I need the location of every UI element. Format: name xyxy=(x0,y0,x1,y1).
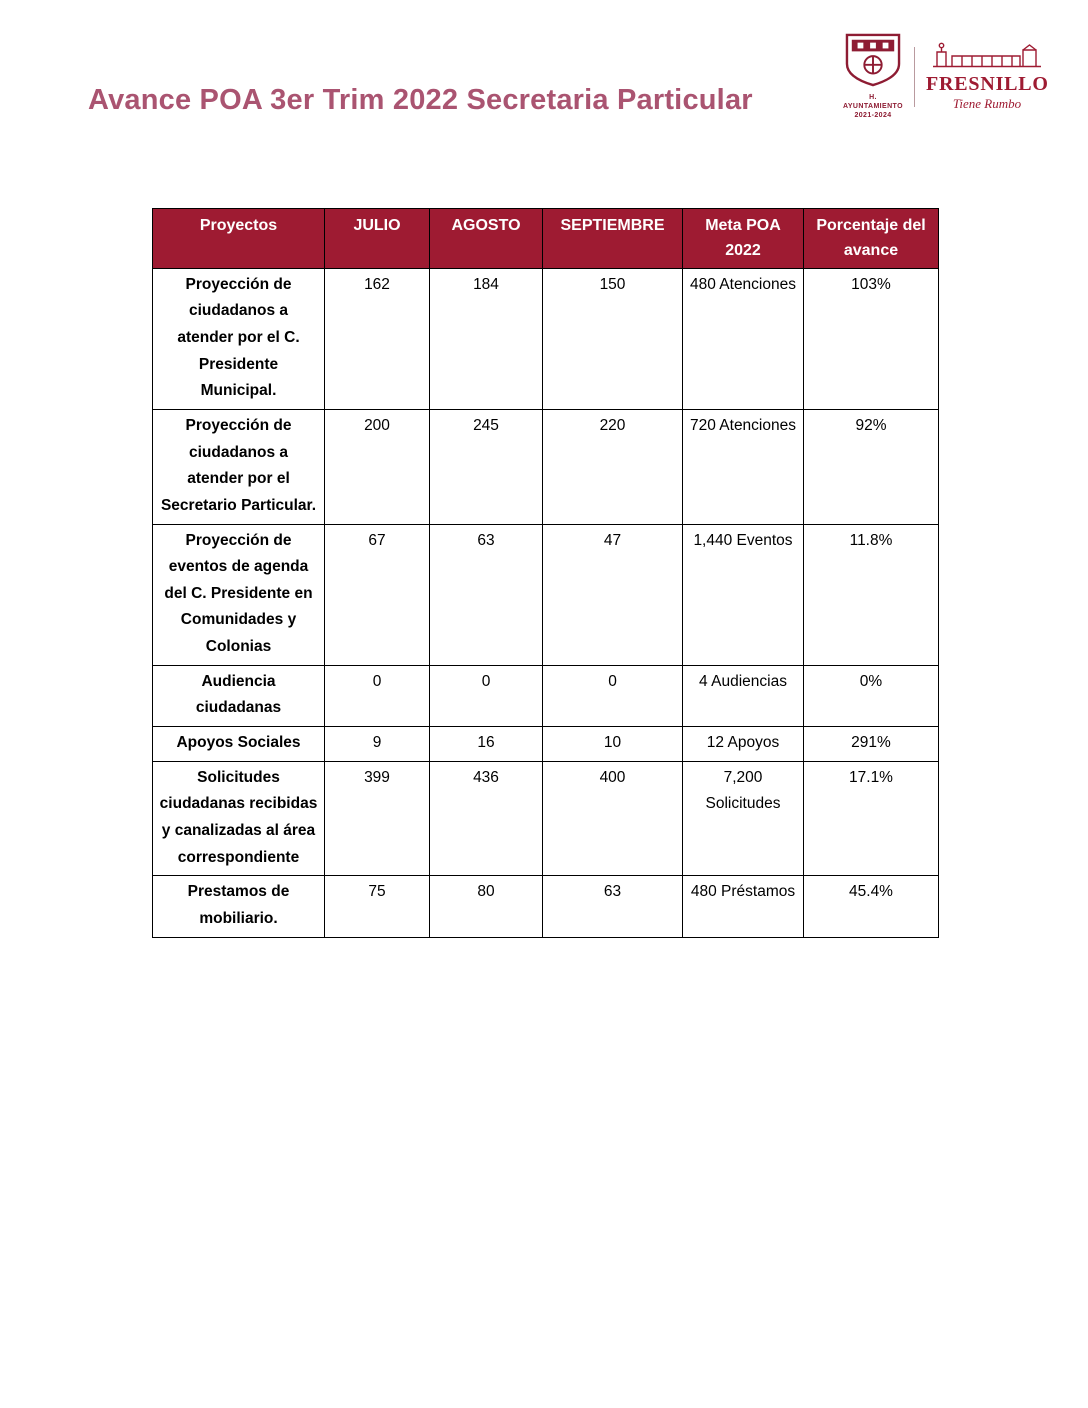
septiembre-value-cell: 47 xyxy=(543,524,683,665)
logos xyxy=(843,33,1048,120)
table-row xyxy=(153,268,939,409)
column-header-septiembre: SEPTIEMBRE xyxy=(543,209,683,269)
septiembre-value-cell: 10 xyxy=(543,727,683,762)
julio-value-cell: 75 xyxy=(325,876,430,937)
project-name-cell: Proyección de ciudadanos a atender por el C. Presidente Municipal. xyxy=(153,268,325,409)
table-row xyxy=(153,665,939,726)
agosto-value-cell: 16 xyxy=(430,727,543,762)
page-title: Avance POA 3er Trim 2022 Secretaria Particular xyxy=(88,84,753,116)
column-header-julio: JULIO xyxy=(325,209,430,269)
septiembre-value-cell: 400 xyxy=(543,761,683,876)
project-name-cell: Apoyos Sociales xyxy=(153,727,325,762)
porcentaje-cell: 103% xyxy=(804,268,939,409)
julio-value-cell: 67 xyxy=(325,524,430,665)
table-row xyxy=(153,727,939,762)
porcentaje-cell: 45.4% xyxy=(804,876,939,937)
table-row xyxy=(153,524,939,665)
fresnillo-logo xyxy=(926,41,1048,112)
agosto-value-cell: 184 xyxy=(430,268,543,409)
crest-caption-line1: H. AYUNTAMIENTO xyxy=(843,94,903,110)
project-name-cell: Proyección de ciudadanos a atender por el Secretario Particular. xyxy=(153,409,325,524)
agosto-value-cell: 436 xyxy=(430,761,543,876)
agosto-value-cell: 0 xyxy=(430,665,543,726)
brand-name: FRESNILLO xyxy=(926,73,1049,96)
septiembre-value-cell: 150 xyxy=(543,268,683,409)
septiembre-value-cell: 220 xyxy=(543,409,683,524)
table-row xyxy=(153,409,939,524)
crest-caption xyxy=(843,94,903,120)
porcentaje-cell: 17.1% xyxy=(804,761,939,876)
column-header-porcentaje: Porcentaje del avance xyxy=(804,209,939,269)
ayuntamiento-crest-logo xyxy=(843,33,903,120)
porcentaje-cell: 0% xyxy=(804,665,939,726)
table-row xyxy=(153,761,939,876)
septiembre-value-cell: 0 xyxy=(543,665,683,726)
poa-progress-table xyxy=(152,208,939,938)
brand-tagline: Tiene Rumbo xyxy=(952,96,1022,112)
meta-poa-cell: 12 Apoyos xyxy=(683,727,804,762)
meta-poa-cell: 7,200 Solicitudes xyxy=(683,761,804,876)
julio-value-cell: 200 xyxy=(325,409,430,524)
meta-poa-cell: 720 Atenciones xyxy=(683,409,804,524)
septiembre-value-cell: 63 xyxy=(543,876,683,937)
julio-value-cell: 399 xyxy=(325,761,430,876)
table-header xyxy=(153,209,939,269)
meta-poa-cell: 1,440 Eventos xyxy=(683,524,804,665)
porcentaje-cell: 291% xyxy=(804,727,939,762)
project-name-cell: Audiencia ciudadanas xyxy=(153,665,325,726)
header-row xyxy=(153,209,939,269)
meta-poa-cell: 480 Atenciones xyxy=(683,268,804,409)
table-row xyxy=(153,876,939,937)
meta-poa-cell: 480 Préstamos xyxy=(683,876,804,937)
agosto-value-cell: 63 xyxy=(430,524,543,665)
logo-divider xyxy=(914,47,915,107)
meta-poa-cell: 4 Audiencias xyxy=(683,665,804,726)
project-name-cell: Proyección de eventos de agenda del C. Presidente en Comunidades y Colonias xyxy=(153,524,325,665)
project-name-cell: Prestamos de mobiliario. xyxy=(153,876,325,937)
column-header-meta-poa: Meta POA 2022 xyxy=(683,209,804,269)
crest-caption-line2: 2021-2024 xyxy=(854,111,892,119)
julio-value-cell: 9 xyxy=(325,727,430,762)
porcentaje-cell: 92% xyxy=(804,409,939,524)
agosto-value-cell: 245 xyxy=(430,409,543,524)
column-header-proyectos: Proyectos xyxy=(153,209,325,269)
julio-value-cell: 0 xyxy=(325,665,430,726)
julio-value-cell: 162 xyxy=(325,268,430,409)
table-body xyxy=(153,268,939,937)
crest-shield-icon xyxy=(844,74,902,91)
porcentaje-cell: 11.8% xyxy=(804,524,939,665)
agosto-value-cell: 80 xyxy=(430,876,543,937)
skyline-icon xyxy=(931,56,1043,73)
column-header-agosto: AGOSTO xyxy=(430,209,543,269)
project-name-cell: Solicitudes ciudadanas recibidas y canalizadas al área correspondiente xyxy=(153,761,325,876)
